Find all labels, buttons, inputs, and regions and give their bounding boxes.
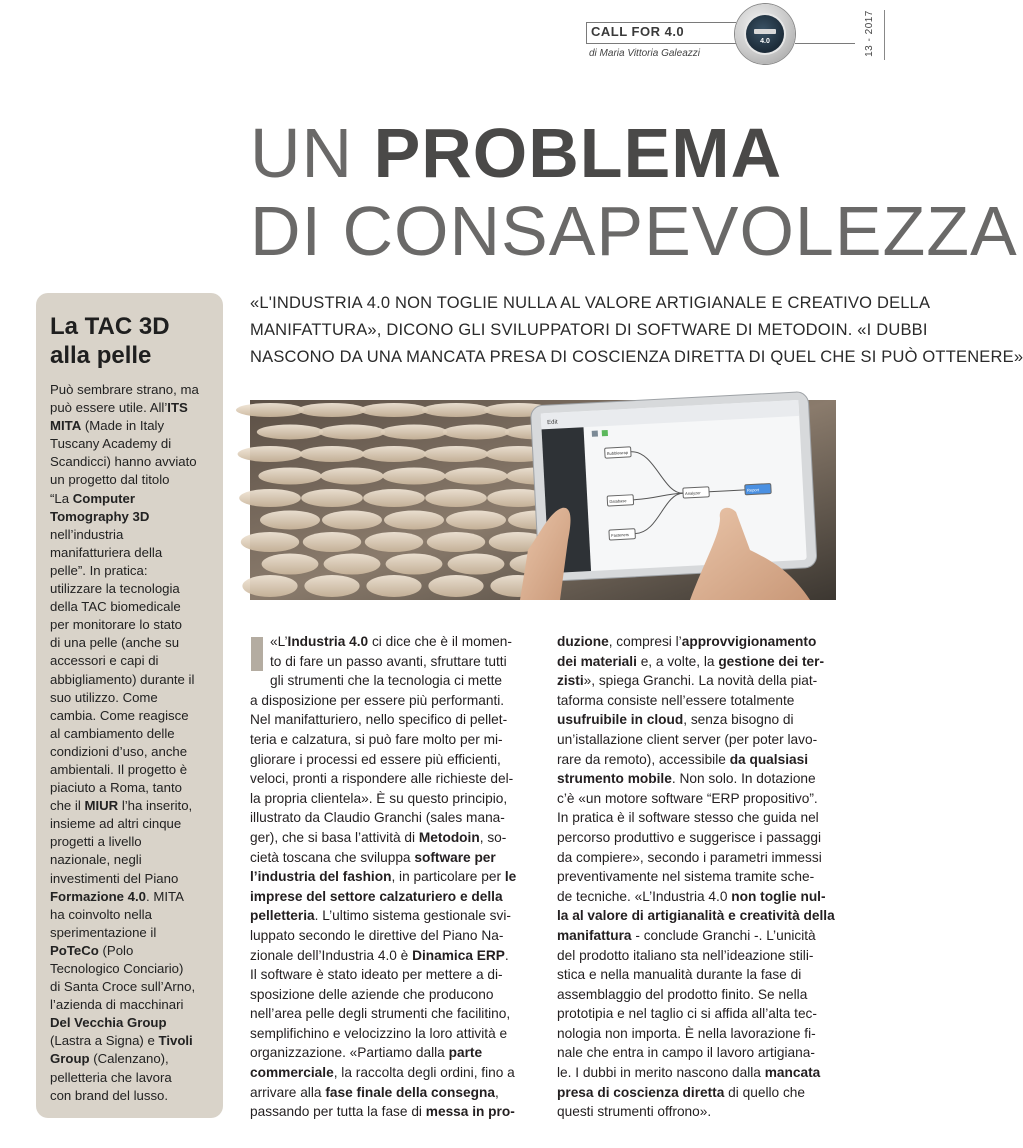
sidebar-text-line: PoTeCo (Polo <box>50 942 134 958</box>
body-text-line: to di fare un passo avanti, sfruttare tutti <box>270 653 507 669</box>
author-byline: di Maria Vittoria Galeazzi <box>589 48 700 59</box>
svg-text:Analyzer: Analyzer <box>684 490 701 497</box>
sidebar-text-line: sperimentazione il <box>50 924 157 940</box>
body-text-line: pelletteria. L’ultimo sistema gestionale svi- <box>250 908 511 924</box>
body-text-line: commerciale, la raccolta degli ordini, fino a <box>250 1065 515 1081</box>
body-text-line: arrivare alla fase finale della consegna, <box>250 1084 499 1100</box>
sidebar-text-line: Può sembrare strano, ma <box>50 382 199 397</box>
body-text-line: illustrato da Claudio Granchi (sales mana- <box>250 810 505 826</box>
body-text-line: imprese del settore calzaturiero e della <box>250 888 503 904</box>
body-text-line: percorso produttivo e suggerisce i passaggi <box>557 829 822 845</box>
sidebar-text-line: progetti a livello <box>50 834 142 850</box>
body-column-2 <box>557 632 837 1122</box>
sidebar-text-line: MITA (Made in Italy <box>50 418 165 434</box>
body-text-line: Nel manifatturiero, nello specifico di pellet- <box>250 712 508 728</box>
body-text-line: sposizione delle aziende che producono <box>250 986 494 1002</box>
body-text-line: del prodotto italiano sta nell’ideazione stili- <box>557 947 814 963</box>
sidebar-text-line: pelle”. In pratica: <box>50 562 148 578</box>
body-text-line: a disposizione per essere più performanti. <box>250 692 505 708</box>
body-text-line: le. I dubbi in merito nascono dalla mancata <box>557 1065 821 1081</box>
body-column-1 <box>250 632 528 1122</box>
sidebar-text-line: Del Vecchia Group <box>50 1015 167 1031</box>
sidebar-text-line: per monitorare lo stato <box>50 617 182 633</box>
sidebar-text-line: (Lastra a Signa) e Tivoli <box>50 1033 193 1049</box>
sidebar-text-line: “La Computer <box>50 490 136 506</box>
body-text-line: zisti», spiega Granchi. La novità della piat- <box>557 673 818 689</box>
sidebar-text-line: nazionale, negli <box>50 852 142 868</box>
lead-line: «L'INDUSTRIA 4.0 NON TOGLIE NULLA AL VALORE ARTIGIANALE E CREATIVO DELLA <box>250 294 931 312</box>
body-text-line: stica e nella manualità durante la fase di <box>557 967 802 983</box>
sidebar-text-line: insieme ad altri cinque <box>50 816 182 832</box>
sidebar-text-line: suo utilizzo. Come <box>50 689 158 705</box>
article-title-line-1: UN PROBLEMA <box>250 114 783 192</box>
flow-node <box>609 529 635 540</box>
sidebar-text-line: investimenti del Piano <box>50 870 179 886</box>
body-text-line: passando per tutta la fase di messa in pro- <box>250 1104 515 1120</box>
sidebar-text-line: pelletteria che lavora <box>50 1069 172 1085</box>
body-text-line: questi strumenti offrono». <box>557 1104 712 1120</box>
body-text-line: nale che entra in campo il lavoro artigiana- <box>557 1045 815 1061</box>
sidebar-text-line: utilizzare la tecnologia <box>50 581 180 597</box>
sidebar-text-line: piaciuto a Roma, tanto <box>50 780 182 796</box>
sidebar-title: La TAC 3D alla pelle <box>50 313 170 369</box>
body-text-line: la al valore di artigianalità e creatività della <box>557 908 835 924</box>
body-text-line: luppato secondo le direttive del Piano Na- <box>250 927 504 943</box>
sidebar-text-line: nell’industria <box>50 526 124 542</box>
sidebar-text-line: può essere utile. All’ITS <box>50 400 188 416</box>
article-photo <box>250 400 836 600</box>
body-text-line: preventivamente nel sistema tramite sche- <box>557 869 815 885</box>
flow-node <box>745 484 771 495</box>
body-text-line: Il software è stato ideato per mettere a di- <box>250 967 503 983</box>
body-text-line: veloci, pronti a rispondere alle richieste del- <box>250 771 514 787</box>
article-lead <box>250 290 1023 371</box>
sidebar-text-line: con brand del lusso. <box>50 1087 169 1103</box>
sidebar-text-line: della TAC biomedicale <box>50 599 181 615</box>
body-text-line: ger), che si basa l’attività di Metodoin, so- <box>250 829 507 845</box>
sidebar-text-line: Scandicci) hanno avviato <box>50 454 197 470</box>
body-text-line: presa di coscienza diretta di quello che <box>557 1084 806 1100</box>
lead-line: MANIFATTURA», DICONO GLI SVILUPPATORI DI SOFTWARE DI METODOIN. «I DUBBI <box>250 321 928 339</box>
body-text-line: un’istallazione client server (per poter lavo- <box>557 731 818 747</box>
body-text-line: assemblaggio del prodotto finito. Se nella <box>557 986 808 1002</box>
body-text-line: la propria clientela». È su questo principio, <box>250 790 508 806</box>
sidebar-text-line: che il MIUR l’ha inserito, <box>50 798 193 814</box>
body-text-line: usufruibile in cloud, senza bisogno di <box>557 712 794 728</box>
sidebar-text-line: Group (Calenzano), <box>50 1051 169 1067</box>
article-title-line-2: DI CONSAPEVOLEZZA <box>250 192 1018 270</box>
sidebar-text-line: cambia. Come reagisce <box>50 707 189 723</box>
body-text-line: semplifichino e velocizzino la loro attività e <box>250 1025 508 1041</box>
body-text-line: gliorare i processi ed essere più efficienti, <box>250 751 501 767</box>
body-text-line: duzione, compresi l’approvvigionamento <box>557 634 817 649</box>
screen-title: Edit <box>547 419 558 427</box>
body-text-line: manifattura - conclude Granchi -. L’unicità <box>557 927 816 943</box>
header-rule <box>795 43 855 44</box>
sidebar-text-line: condizioni d’uso, anche <box>50 743 188 759</box>
sidebar-text-line: Formazione 4.0. MITA <box>50 888 184 904</box>
svg-text:Report: Report <box>746 487 760 493</box>
sidebar-text-line: ha coinvolto nella <box>50 906 152 922</box>
body-text-line: l’industria del fashion, in particolare per le <box>250 869 517 885</box>
issue-number: 13 - 2017 <box>863 10 875 57</box>
body-text-line: prototipia e nel taglio ci si affida all’alta tec- <box>557 1006 817 1022</box>
sidebar-text-line: Tuscany Academy di <box>50 436 172 452</box>
body-text-line: nell’area pelle degli strumenti che facilitino, <box>250 1006 511 1022</box>
body-text-line: organizzazione. «Partiamo dalla parte <box>250 1045 483 1061</box>
body-text-line: In pratica è il software stesso che guida nel <box>557 810 819 826</box>
body-text-line: cietà toscana che sviluppa software per <box>250 849 496 865</box>
sidebar-text-line: accessori e capi di <box>50 653 159 669</box>
lead-line: NASCONO DA UNA MANCATA PRESA DI COSCIENZA DIRETTA DI QUEL CHE SI PUÒ OTTENERE» <box>250 348 1023 366</box>
body-text-line: rare da remoto), accessibile da qualsiasi <box>557 751 809 767</box>
body-text-line: «L’Industria 4.0 ci dice che è il momen- <box>270 634 512 649</box>
sidebar-text-line: l’azienda di macchinari <box>50 997 184 1013</box>
section-label: CALL FOR 4.0 <box>591 24 685 39</box>
flow-node <box>607 495 633 506</box>
sidebar-text-line: Tecnologico Conciario) <box>50 961 184 976</box>
sidebar-text-line: ambientali. Il progetto è <box>50 761 188 777</box>
body-text-line: de tecniche. «L’Industria 4.0 non toglie nul- <box>557 888 826 904</box>
flow-node <box>683 487 709 498</box>
body-text-line: gli strumenti che la tecnologia ci mette <box>270 673 503 689</box>
svg-text:Fasteners: Fasteners <box>611 532 630 538</box>
body-text-line: da compiere», secondo i parametri immessi <box>557 849 822 865</box>
industry-4-badge-icon <box>735 4 795 64</box>
body-text-line: c’è «un motore software “ERP propositivo”. <box>557 790 818 806</box>
body-text-line: dei materiali e, a volte, la gestione dei ter- <box>557 653 825 669</box>
sidebar-text-line: abbigliamento) durante il <box>50 671 195 687</box>
sidebar-text-line: di Santa Croce sull’Arno, <box>50 979 196 995</box>
body-text-line: taforma consiste nell’essere totalmente <box>557 692 795 708</box>
flow-node <box>605 447 631 458</box>
body-text-line: teria e calzatura, si può fare molto per mi- <box>250 731 503 747</box>
body-text-line: zionale dell’Industria 4.0 è Dinamica ERP. <box>250 947 509 963</box>
sidebar-text-line: un progetto dal titolo <box>50 472 170 488</box>
body-text-line: nologia non importa. È nella lavorazione fi- <box>557 1025 816 1041</box>
sidebar-body <box>50 381 212 1105</box>
sidebar-text-line: manifatturiera della <box>50 544 163 560</box>
body-text-line: strumento mobile. Non solo. In dotazione <box>557 771 816 787</box>
sidebar-text-line: al cambiamento delle <box>50 725 175 741</box>
issue-rule <box>884 10 885 60</box>
sidebar-text-line: Tomography 3D <box>50 508 150 524</box>
badge-label: 4.0 <box>760 38 770 45</box>
svg-text:Database: Database <box>609 498 627 504</box>
svg-text:Bubblewrap: Bubblewrap <box>606 449 629 457</box>
sidebar-text-line: di una pelle (anche su <box>50 635 180 651</box>
